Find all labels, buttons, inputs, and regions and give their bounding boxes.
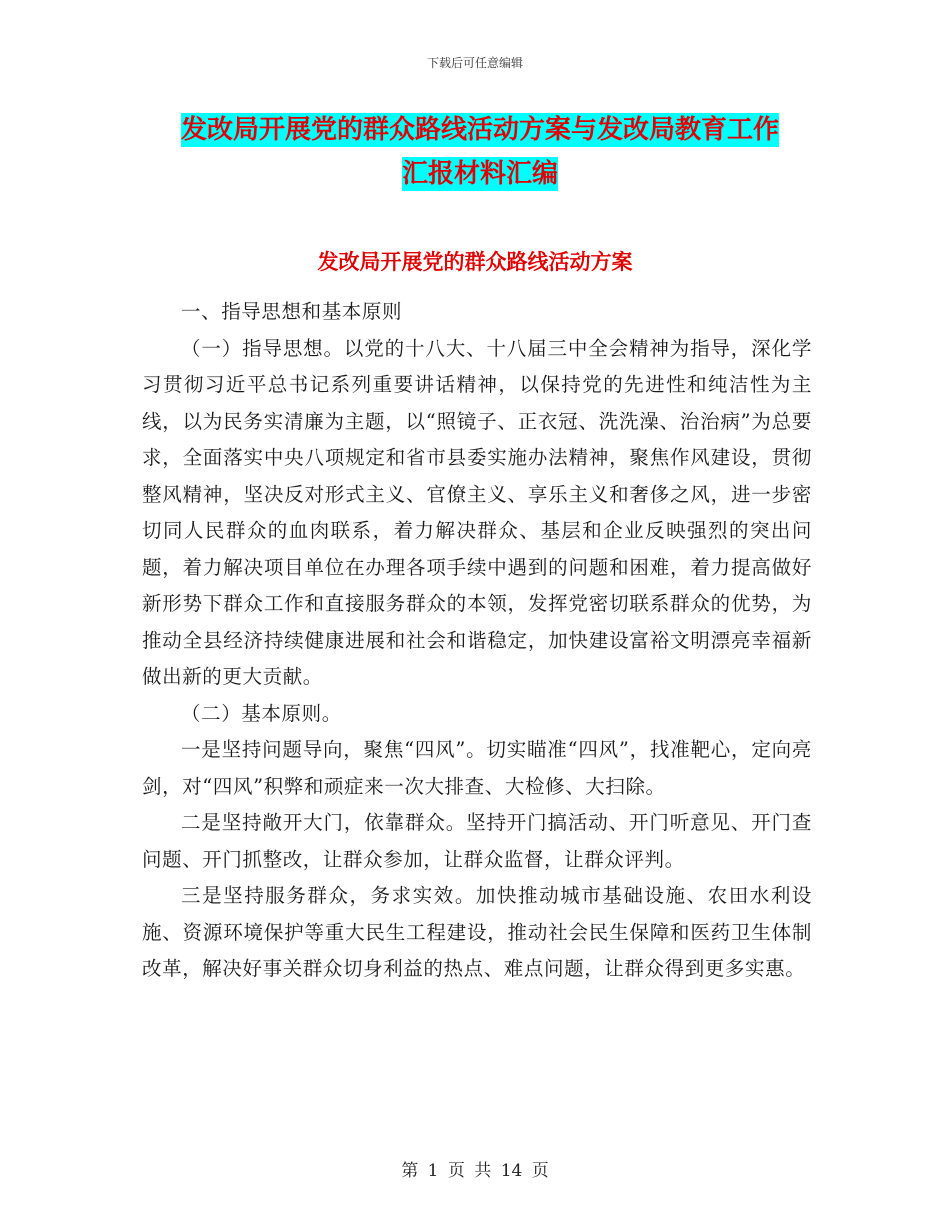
paragraph-basic-principles: （二）基本原则。 <box>181 701 342 725</box>
paragraph-principle-1: 一是坚持问题导向，聚焦“四风”。切实瞄准“四风”，找准靶心，定向亮剑，对“四风”积弊和顽症来一次大排查、大检修、大扫除。 <box>142 738 812 798</box>
page-header-note: 下载后可任意编辑 <box>426 56 523 70</box>
page-number: 第 1 页 共 14 页 <box>401 1161 549 1181</box>
paragraph-principle-3: 三是坚持服务群众，务求实效。加快推动城市基础设施、农田水利设施、资源环境保护等重大民生工程建设，推动社会民生保障和医药卫生体制改革，解决好事关群众切身利益的热点、难点问题，让群众得到更多实惠。 <box>142 884 812 980</box>
document-body <box>142 294 812 988</box>
document-title <box>150 108 810 196</box>
paragraph-principle-2: 二是坚持敞开大门，依靠群众。坚持开门搞活动、开门听意见、开门查问题、开门抓整改，让群众参加，让群众监督，让群众评判。 <box>142 811 812 871</box>
paragraph-guiding-thought: （一）指导思想。以党的十八大、十八届三中全会精神为指导，深化学习贯彻习近平总书记系列重要讲话精神，以保持党的先进性和纯洁性为主线，以为民务实清廉为主题，以“照镜子、正衣冠、洗洗澡、治治病”为总要求，全面落实中央八项规定和省市县委实施办法精神，聚焦作风建设，贯彻整风精神，坚决反对形式主义、官僚主义、享乐主义和奢侈之风，进一步密切同人民群众的血肉联系，着力解决群众、基层和企业反映强烈的突出问题，着力解决项目单位在办理各项手续中遇到的问题和困难，着力提高做好新形势下群众工作和直接服务群众的本领，发挥党密切联系群众的优势，为推动全县经济持续健康进展和社会和谐稳定，加快建设富裕文明漂亮幸福新做出新的更大贡献。 <box>142 336 812 688</box>
paragraph-heading-guiding: 一、指导思想和基本原则 <box>181 300 403 323</box>
document-title-line-1: 发改局开展党的群众路线活动方案与发改局教育工作 <box>180 115 779 145</box>
document-title-line-2: 汇报材料汇编 <box>401 159 558 189</box>
section-title: 发改局开展党的群众路线活动方案 <box>317 250 633 274</box>
